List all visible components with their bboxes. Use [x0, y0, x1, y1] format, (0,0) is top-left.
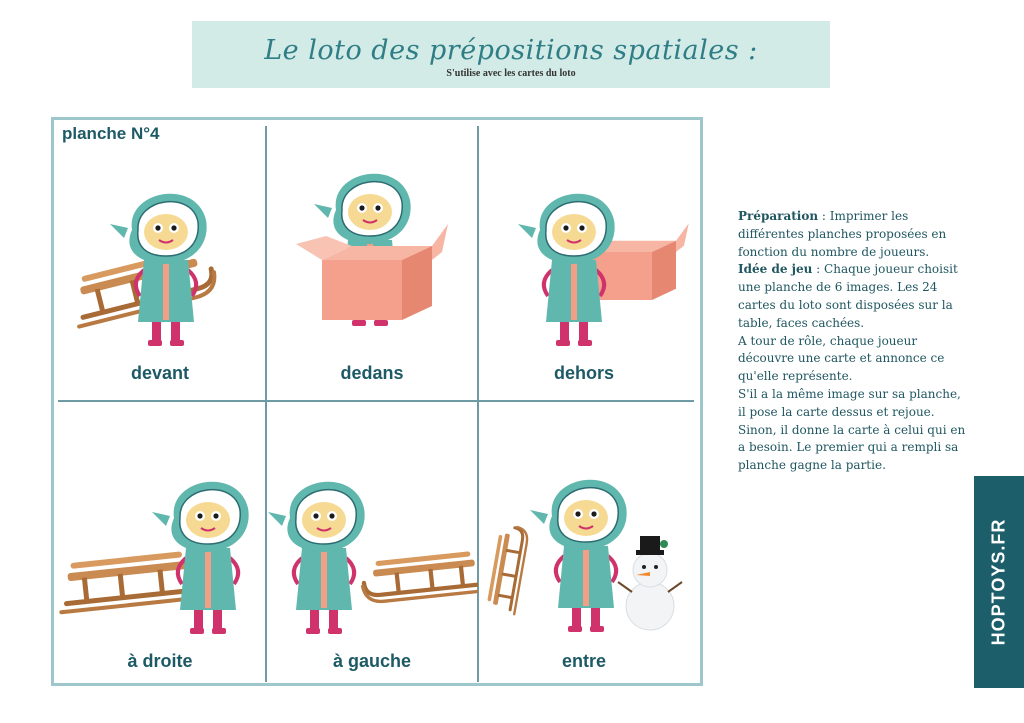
- card-word-dehors: dehors: [553, 363, 614, 383]
- brand-tab: [974, 476, 1024, 688]
- game-idea-text: : Chaque joueur choisit une planche de 6 images. Les 24 cartes du loto sont disposées sur la table, faces cachées.: [738, 262, 958, 330]
- loto-board: [51, 117, 703, 686]
- match-rule-text: S'il a la même image sur sa planche, il pose la carte dessus et rejoue. Sinon, il donne la carte à celui qui en a besoin. Le premier qui a rempli sa planche gagne la partie.: [738, 386, 966, 473]
- brand-logo-text: HOPTOYS.FR: [988, 518, 1009, 646]
- kid-in-front-of-sled-illustration: [54, 120, 266, 402]
- kid-outside-box-illustration: [478, 120, 690, 402]
- preparation-text: : Imprimer les différentes planches proposées en fonction du nombre de joueurs.: [738, 209, 947, 259]
- card-word-a-gauche: à gauche: [332, 651, 412, 671]
- card-word-entre: entre: [561, 651, 606, 671]
- kid-left-of-sled-illustration: [266, 404, 478, 686]
- board-label: planche N°4: [62, 124, 160, 143]
- turn-rule-text: A tour de rôle, chaque joueur découvre une carte et annonce ce qu'elle représente.: [738, 333, 945, 384]
- card-dedans: [266, 120, 478, 402]
- card-dehors: [478, 120, 690, 402]
- card-word-a-droite: à droite: [127, 651, 193, 671]
- kid-between-sled-and-snowman-illustration: [478, 404, 690, 686]
- kid-right-of-sled-illustration: [54, 404, 266, 686]
- game-instructions: [738, 208, 970, 475]
- page-subtitle: S'utilise avec les cartes du loto: [446, 68, 576, 79]
- card-devant: [54, 120, 266, 402]
- card-a-gauche: [266, 404, 478, 686]
- kid-inside-box-illustration: [266, 120, 478, 402]
- game-idea-heading: Idée de jeu: [738, 262, 813, 277]
- card-word-devant: devant: [130, 363, 190, 383]
- card-word-dedans: dedans: [340, 363, 404, 383]
- page-title: Le loto des prépositions spatiales :: [264, 35, 758, 66]
- snowman-icon: [618, 536, 682, 630]
- title-banner: [192, 21, 830, 88]
- preparation-heading: Préparation: [738, 209, 819, 223]
- card-entre: [478, 404, 690, 686]
- card-a-droite: [54, 404, 266, 686]
